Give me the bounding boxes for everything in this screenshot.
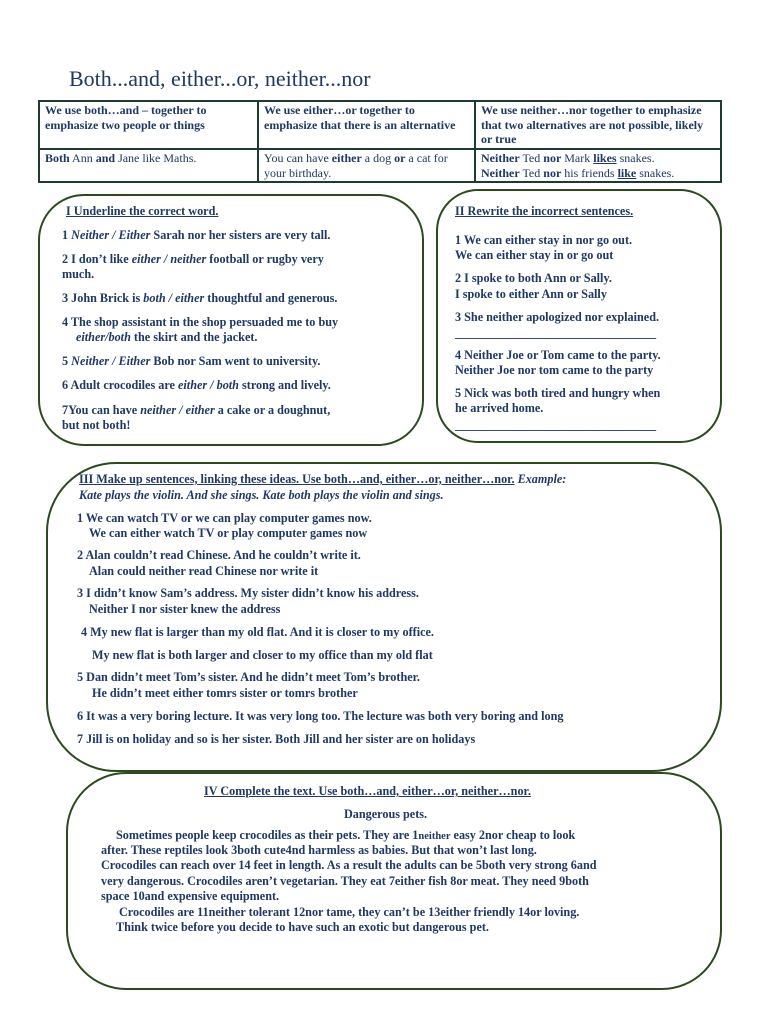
- section-3-line: 5 Dan didn’t meet Tom’s sister. And he didn’t meet Tom’s brother.: [77, 670, 420, 684]
- section-3-line: 1 We can watch TV or we can play computer games now.: [77, 511, 372, 525]
- section-2-line: _________________________________: [455, 418, 657, 432]
- section-4-line: after. These reptiles look 3both cute4nd harmless as babies. But that won’t last long.: [101, 843, 537, 857]
- section-4-subtitle: Dangerous pets.: [344, 807, 428, 821]
- section-1-item: but not both!: [62, 418, 131, 432]
- section-3-example: Kate plays the violin. And she sings. Kate both plays the violin and sings.: [79, 488, 444, 502]
- section-1-item: 3 John Brick is both / either thoughtful and generous.: [62, 291, 338, 305]
- section-2-line: 4 Neither Joe or Tom came to the party.: [455, 348, 661, 362]
- example-neither-2: Neither Ted nor his friends like snakes.: [481, 165, 675, 180]
- section-4-line: Crocodiles can reach over 14 feet in length. As a result the adults can be 5both very strong 6and: [101, 858, 597, 872]
- section-3-line: 2 Alan couldn’t read Chinese. And he couldn’t write it.: [77, 548, 361, 562]
- section-1-item: much.: [62, 267, 95, 281]
- section-2-line: 2 I spoke to both Ann or Sally.: [455, 271, 612, 285]
- section-1-item: 5 Neither / Either Bob nor Sam went to university.: [62, 354, 321, 368]
- section-1-item: 1 Neither / Either Sarah nor her sisters are very tall.: [62, 228, 331, 242]
- rule-neither: We use neither…nor together to emphasize that two alternatives are not possible, likely or true: [475, 101, 721, 149]
- section-1-item: 4 The shop assistant in the shop persuaded me to buy: [62, 315, 339, 329]
- section-2-line: I spoke to either Ann or Sally: [455, 287, 607, 301]
- section-3-line: We can either watch TV or play computer games now: [89, 526, 368, 540]
- section-2-line: Neither Joe nor tom came to the party: [455, 363, 654, 377]
- section-4-line: Crocodiles are 11neither tolerant 12nor tame, they can’t be 13either friendly 14or loving.: [119, 905, 580, 919]
- rule-both: We use both…and – together to emphasize two people or things: [39, 101, 258, 149]
- section-4-line: Sometimes people keep crocodiles as their pets. They are 1neither easy 2nor cheap to look: [116, 828, 576, 842]
- example-neither-1: Neither Ted nor Mark likes snakes.: [481, 151, 655, 165]
- section-3-line: Neither I nor sister knew the address: [89, 602, 281, 616]
- section-3-line: 3 I didn’t know Sam’s address. My sister didn’t know his address.: [77, 586, 419, 600]
- section-1-item: either/both the skirt and the jacket.: [76, 330, 258, 344]
- rules-table: [38, 100, 722, 183]
- section-3-line: My new flat is both larger and closer to my office than my old flat: [92, 648, 433, 662]
- section-4-line: Think twice before you decide to have such an exotic but dangerous pet.: [116, 920, 489, 934]
- example-either: You can have either a dog or a cat for your birthday.: [258, 149, 475, 182]
- section-2-line: _________________________________: [455, 326, 657, 340]
- section-1-heading: I Underline the correct word.: [66, 204, 219, 218]
- section-4-line: very dangerous. Crocodiles aren’t vegetarian. They eat 7either fish 8or meat. They need 9both: [101, 874, 589, 888]
- section-4-line: space 10and expensive equipment.: [101, 889, 280, 903]
- section-3-line: 6 It was a very boring lecture. It was very long too. The lecture was both very boring and long: [77, 709, 564, 723]
- section-3-heading: III Make up sentences, linking these ideas. Use both…and, either…or, neither…nor. Example:: [79, 472, 567, 486]
- rules-example-row: [39, 149, 721, 182]
- page-title: Both...and, either...or, neither...nor: [69, 66, 371, 91]
- section-1-item: 7You can have neither / either a cake or a doughnut,: [62, 403, 331, 417]
- section-2-line: 3 She neither apologized nor explained.: [455, 310, 660, 324]
- section-2-line: We can either stay in or go out: [455, 248, 614, 262]
- example-both: Both Ann and Jane like Maths.: [39, 149, 258, 182]
- example-neither: [475, 149, 721, 182]
- section-1-item: 6 Adult crocodiles are either / both strong and lively.: [62, 378, 331, 392]
- rules-header-row: [39, 101, 721, 149]
- section-1-item: 2 I don’t like either / neither football or rugby very: [62, 252, 324, 266]
- section-2-line: 5 Nick was both tired and hungry when: [455, 386, 661, 400]
- section-2-heading: II Rewrite the incorrect sentences.: [455, 204, 634, 218]
- rule-either: We use either…or together to emphasize that there is an alternative: [258, 101, 475, 149]
- section-3-line: Alan could neither read Chinese nor write it: [89, 564, 319, 578]
- section-3-line: 4 My new flat is larger than my old flat. And it is closer to my office.: [81, 625, 434, 639]
- section-3-line: He didn’t meet either tomrs sister or tomrs brother: [92, 686, 358, 700]
- section-2-line: 1 We can either stay in nor go out.: [455, 233, 633, 247]
- section-4-heading: IV Complete the text. Use both…and, either…or, neither…nor.: [204, 784, 531, 798]
- section-2-line: he arrived home.: [455, 401, 544, 415]
- section-3-line: 7 Jill is on holiday and so is her sister. Both Jill and her sister are on holidays: [77, 732, 476, 746]
